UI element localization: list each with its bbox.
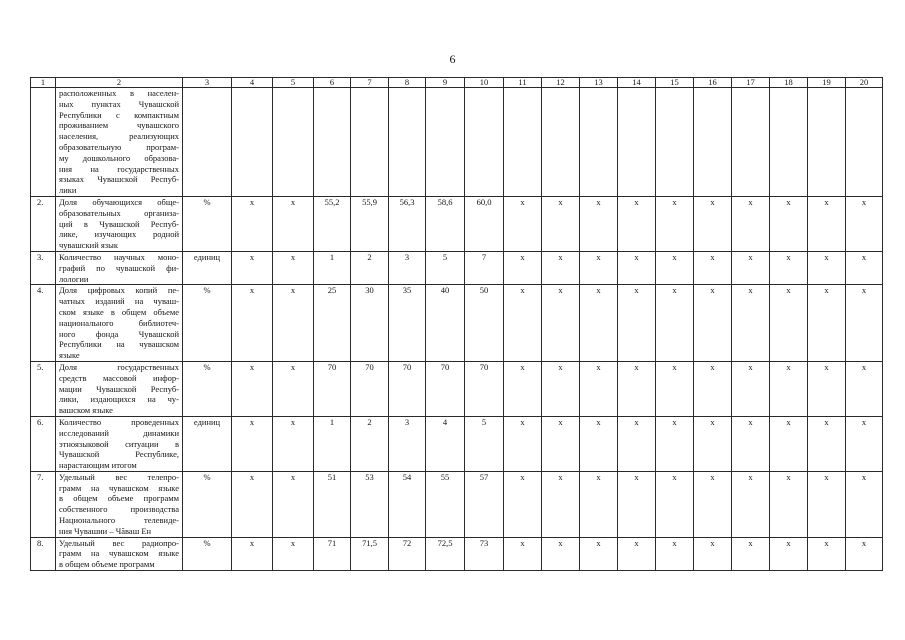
column-number-header: 5 <box>273 78 314 88</box>
value-cell: 3 <box>389 416 426 471</box>
value-cell: 1 <box>314 416 351 471</box>
value-cell: 57 <box>465 471 504 537</box>
table-row <box>31 416 883 471</box>
value-cell: x <box>808 416 846 471</box>
value-cell: x <box>732 285 770 362</box>
column-number-header: 17 <box>732 78 770 88</box>
value-cell: x <box>273 251 314 284</box>
value-cell: x <box>580 285 618 362</box>
value-cell: x <box>732 361 770 416</box>
value-cell: 72,5 <box>426 537 465 570</box>
value-cell: x <box>732 471 770 537</box>
description-line: собственного производства <box>59 504 179 515</box>
value-cell: x <box>273 471 314 537</box>
column-number-header: 20 <box>846 78 883 88</box>
description-line: языках Чувашской Респуб- <box>59 174 179 185</box>
value-cell: 55,2 <box>314 196 351 251</box>
value-cell: 53 <box>351 471 389 537</box>
value-cell: x <box>580 416 618 471</box>
value-cell: 71,5 <box>351 537 389 570</box>
description-line: ных пунктах Чувашской <box>59 98 179 109</box>
value-cell: x <box>618 537 656 570</box>
value-cell: x <box>770 471 808 537</box>
description-line: национального библиотеч- <box>59 317 179 328</box>
value-cell: x <box>232 537 273 570</box>
value-cell: x <box>808 361 846 416</box>
value-cell: x <box>504 471 542 537</box>
column-number-header: 9 <box>426 78 465 88</box>
indicator-description-cell <box>56 251 183 284</box>
description-line: вашском языке <box>59 405 113 416</box>
indicator-description-cell <box>56 196 183 251</box>
value-cell <box>618 88 656 197</box>
indicator-description-cell <box>56 471 183 537</box>
value-cell: 40 <box>426 285 465 362</box>
column-number-header: 8 <box>389 78 426 88</box>
value-cell: x <box>656 537 694 570</box>
value-cell: x <box>618 416 656 471</box>
column-number-header: 10 <box>465 78 504 88</box>
value-cell: x <box>618 285 656 362</box>
value-cell: 70 <box>389 361 426 416</box>
value-cell: x <box>504 285 542 362</box>
description-line: Удельный вес радиопро- <box>59 537 179 548</box>
value-cell: x <box>656 196 694 251</box>
value-cell: x <box>694 537 732 570</box>
value-cell <box>351 88 389 197</box>
value-cell: x <box>732 251 770 284</box>
value-cell: x <box>770 285 808 362</box>
description-line: лики <box>59 185 77 196</box>
value-cell: x <box>846 537 883 570</box>
row-number-cell: 3. <box>31 251 56 284</box>
value-cell: 2 <box>351 251 389 284</box>
value-cell: x <box>732 537 770 570</box>
value-cell: x <box>542 471 580 537</box>
description-line: ного фонда Чувашской <box>59 328 179 339</box>
description-line: Удельный вес телепро- <box>59 471 179 482</box>
value-cell: x <box>580 251 618 284</box>
description-line: средств массовой инфор- <box>59 372 179 383</box>
value-cell: x <box>504 251 542 284</box>
value-cell: x <box>232 251 273 284</box>
description-line: ния Чувашии – Чăваш Ен <box>59 525 152 536</box>
value-cell: x <box>770 196 808 251</box>
value-cell: x <box>580 471 618 537</box>
row-number-cell: 5. <box>31 361 56 416</box>
description-line: нарастающим итогом <box>59 460 137 471</box>
value-cell: x <box>542 196 580 251</box>
row-number-cell: 7. <box>31 471 56 537</box>
indicator-description-cell <box>56 285 183 362</box>
unit-cell: % <box>183 471 232 537</box>
value-cell: x <box>504 196 542 251</box>
table-row <box>31 285 883 362</box>
description-line: грамм на чувашском языке <box>59 482 179 493</box>
page-number: 6 <box>449 52 456 66</box>
column-number-header: 3 <box>183 78 232 88</box>
value-cell: x <box>770 361 808 416</box>
description-line: Доля государственных <box>59 361 179 372</box>
description-line: расположенных в населен- <box>59 88 179 98</box>
description-line: исследований динамики <box>59 427 179 438</box>
value-cell: 30 <box>351 285 389 362</box>
value-cell: x <box>808 196 846 251</box>
value-cell: x <box>232 471 273 537</box>
description-line: образовательную програм- <box>59 141 179 152</box>
value-cell: x <box>846 285 883 362</box>
value-cell <box>846 88 883 197</box>
value-cell: 72 <box>389 537 426 570</box>
value-cell: x <box>770 251 808 284</box>
unit-cell <box>183 88 232 197</box>
value-cell: x <box>232 416 273 471</box>
value-cell: x <box>618 471 656 537</box>
unit-cell: % <box>183 537 232 570</box>
indicators-table <box>30 77 883 571</box>
description-line: образовательных организа- <box>59 207 179 218</box>
value-cell <box>504 88 542 197</box>
column-number-header: 4 <box>232 78 273 88</box>
value-cell: 73 <box>465 537 504 570</box>
table-row <box>31 251 883 284</box>
value-cell: 70 <box>465 361 504 416</box>
description-line: Доля обучающихся обще- <box>59 196 179 207</box>
value-cell: x <box>770 537 808 570</box>
value-cell: x <box>232 285 273 362</box>
indicator-description-cell <box>56 361 183 416</box>
value-cell: x <box>273 416 314 471</box>
table-row <box>31 471 883 537</box>
value-cell: x <box>232 361 273 416</box>
description-line: Количество научных моно- <box>59 251 179 262</box>
description-line: лике, изучающих родной <box>59 229 179 240</box>
value-cell <box>732 88 770 197</box>
unit-cell: % <box>183 285 232 362</box>
description-line: Национального телевиде- <box>59 515 179 526</box>
value-cell: 25 <box>314 285 351 362</box>
table-row <box>31 88 883 197</box>
column-number-row <box>31 78 883 88</box>
value-cell: 71 <box>314 537 351 570</box>
value-cell <box>389 88 426 197</box>
column-number-header: 2 <box>56 78 183 88</box>
row-number-cell: 2. <box>31 196 56 251</box>
description-line: Республики на чувашском <box>59 339 179 350</box>
value-cell: x <box>504 537 542 570</box>
value-cell <box>580 88 618 197</box>
value-cell: 3 <box>389 251 426 284</box>
value-cell: 4 <box>426 416 465 471</box>
value-cell: x <box>846 196 883 251</box>
value-cell: x <box>656 416 694 471</box>
column-number-header: 11 <box>504 78 542 88</box>
description-line: проживанием чувашского <box>59 120 179 131</box>
value-cell: x <box>846 251 883 284</box>
description-line: Республики с компактным <box>59 109 179 120</box>
description-line: Количество проведенных <box>59 416 179 427</box>
description-line: лики, издающихся на чу- <box>59 394 179 405</box>
value-cell: x <box>808 537 846 570</box>
value-cell: x <box>694 196 732 251</box>
value-cell: x <box>542 285 580 362</box>
unit-cell: единиц <box>183 251 232 284</box>
column-number-header: 6 <box>314 78 351 88</box>
table-row <box>31 361 883 416</box>
table-row <box>31 537 883 570</box>
unit-cell: % <box>183 196 232 251</box>
value-cell: 1 <box>314 251 351 284</box>
unit-cell: единиц <box>183 416 232 471</box>
description-line: грамм на чувашском языке <box>59 548 179 559</box>
value-cell <box>465 88 504 197</box>
value-cell <box>808 88 846 197</box>
value-cell: 58,6 <box>426 196 465 251</box>
value-cell: x <box>580 537 618 570</box>
value-cell <box>542 88 580 197</box>
value-cell: 35 <box>389 285 426 362</box>
description-line: Чувашской Республике, <box>59 449 179 460</box>
value-cell: 2 <box>351 416 389 471</box>
row-number-cell: 6. <box>31 416 56 471</box>
column-number-header: 19 <box>808 78 846 88</box>
value-cell: x <box>846 471 883 537</box>
value-cell <box>426 88 465 197</box>
value-cell: x <box>808 471 846 537</box>
value-cell: x <box>694 416 732 471</box>
value-cell: x <box>542 251 580 284</box>
value-cell: x <box>618 251 656 284</box>
value-cell: x <box>504 361 542 416</box>
value-cell: 54 <box>389 471 426 537</box>
description-line: этноязыковой ситуации в <box>59 438 179 449</box>
description-line: населения, реализующих <box>59 131 179 142</box>
row-number-cell: 4. <box>31 285 56 362</box>
value-cell: x <box>808 251 846 284</box>
value-cell: x <box>580 361 618 416</box>
value-cell: 50 <box>465 285 504 362</box>
value-cell: 70 <box>314 361 351 416</box>
column-number-header: 13 <box>580 78 618 88</box>
value-cell: 51 <box>314 471 351 537</box>
unit-cell: % <box>183 361 232 416</box>
column-number-header: 15 <box>656 78 694 88</box>
value-cell: x <box>732 196 770 251</box>
description-line: Доля цифровых копий пе- <box>59 285 179 296</box>
column-number-header: 14 <box>618 78 656 88</box>
value-cell: x <box>808 285 846 362</box>
value-cell: x <box>656 251 694 284</box>
value-cell: 5 <box>465 416 504 471</box>
value-cell <box>232 88 273 197</box>
value-cell: x <box>618 196 656 251</box>
value-cell: x <box>542 537 580 570</box>
column-number-header: 16 <box>694 78 732 88</box>
value-cell: x <box>656 285 694 362</box>
value-cell: x <box>846 416 883 471</box>
value-cell: x <box>273 196 314 251</box>
value-cell: x <box>618 361 656 416</box>
value-cell <box>273 88 314 197</box>
value-cell: x <box>273 285 314 362</box>
value-cell: x <box>846 361 883 416</box>
description-line: чатных изданий на чуваш- <box>59 296 179 307</box>
value-cell <box>656 88 694 197</box>
value-cell: x <box>273 537 314 570</box>
value-cell: x <box>656 361 694 416</box>
table-row <box>31 196 883 251</box>
description-line: языке <box>59 350 80 361</box>
value-cell: x <box>542 416 580 471</box>
indicator-description-cell <box>56 88 183 197</box>
description-line: в общем объеме программ <box>59 493 179 504</box>
description-line: в общем объеме программ <box>59 559 155 570</box>
column-number-header: 1 <box>31 78 56 88</box>
indicator-description-cell <box>56 537 183 570</box>
column-number-header: 7 <box>351 78 389 88</box>
value-cell: x <box>580 196 618 251</box>
row-number-cell <box>31 88 56 197</box>
description-line: ском языке в общем объеме <box>59 306 179 317</box>
value-cell: 55,9 <box>351 196 389 251</box>
value-cell: 55 <box>426 471 465 537</box>
value-cell: x <box>694 471 732 537</box>
row-number-cell: 8. <box>31 537 56 570</box>
value-cell: x <box>694 251 732 284</box>
value-cell: x <box>232 196 273 251</box>
value-cell: x <box>694 361 732 416</box>
description-line: ций в Чувашской Респуб- <box>59 218 179 229</box>
value-cell: x <box>656 471 694 537</box>
value-cell: x <box>542 361 580 416</box>
value-cell: x <box>504 416 542 471</box>
value-cell: 60,0 <box>465 196 504 251</box>
value-cell: x <box>732 416 770 471</box>
value-cell: 70 <box>351 361 389 416</box>
value-cell: x <box>770 416 808 471</box>
description-line: лологии <box>59 273 89 284</box>
description-line: му дошкольного образова- <box>59 152 179 163</box>
value-cell: 5 <box>426 251 465 284</box>
description-line: графий по чувашской фи- <box>59 262 179 273</box>
description-line: чувашский язык <box>59 240 118 251</box>
indicator-description-cell <box>56 416 183 471</box>
value-cell: 7 <box>465 251 504 284</box>
description-line: мации Чувашской Респуб- <box>59 383 179 394</box>
value-cell <box>314 88 351 197</box>
description-line: ния на государственных <box>59 163 179 174</box>
column-number-header: 12 <box>542 78 580 88</box>
column-number-header: 18 <box>770 78 808 88</box>
value-cell: x <box>273 361 314 416</box>
value-cell <box>770 88 808 197</box>
value-cell: x <box>694 285 732 362</box>
value-cell: 70 <box>426 361 465 416</box>
value-cell <box>694 88 732 197</box>
value-cell: 56,3 <box>389 196 426 251</box>
